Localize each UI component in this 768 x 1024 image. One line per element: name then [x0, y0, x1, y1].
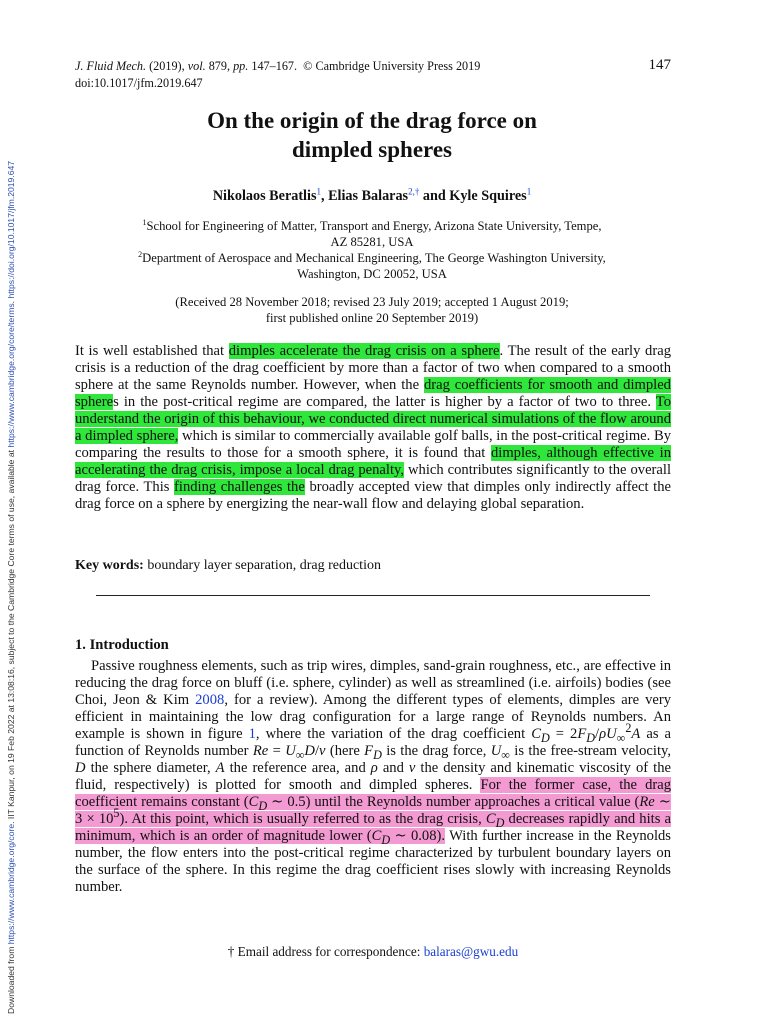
email-link[interactable]: balaras@gwu.edu — [423, 944, 519, 959]
received-dates — [75, 294, 669, 326]
terms-link[interactable]: https://www.cambridge.org/core/terms — [6, 303, 16, 448]
symbol-U: U — [490, 743, 502, 759]
author-sep: , — [320, 188, 329, 204]
author-and: and — [419, 188, 450, 204]
author-2: Elias Balaras — [328, 188, 409, 204]
download-prefix: Downloaded from — [6, 944, 16, 1014]
author-1: Nikolaos Beratlis — [212, 188, 317, 204]
intro-text: and — [377, 760, 409, 776]
download-notice — [4, 64, 18, 1014]
corresponding-author-ref[interactable]: † — [414, 186, 420, 197]
abstract-text: . The result of the early drag crisis is a reduction of the drag coefficient by more than a factor of two when compared to a smooth sphere at the same Reynolds number. However, when the — [75, 343, 671, 393]
volume: 879, — [208, 59, 231, 73]
symbol-F: F — [364, 743, 374, 759]
citation-link[interactable]: 2008 — [195, 692, 225, 708]
download-sep: . — [6, 298, 16, 304]
journal-header — [75, 58, 675, 92]
cambridge-core-link[interactable]: https://www.cambridge.org/core — [6, 823, 16, 945]
intro-text: is the free-stream velocity, — [509, 743, 671, 759]
paper-title — [75, 106, 669, 164]
affiliation-2-line-2: Washington, DC 20052, USA — [297, 267, 447, 281]
received-line-1: (Received 28 November 2018; revised 23 July 2019; accepted 1 August 2019; — [175, 295, 569, 309]
abstract-text: It is well established that — [75, 343, 229, 359]
abstract-text: broadly accepted view that dimples only indirectly affect the drag force on a sphere by energizing the near-wall flow and delaying global separation. — [75, 479, 671, 512]
symbol-rho: ρ — [370, 760, 378, 776]
affiliation-1-line-2: AZ 85281, USA — [330, 235, 414, 249]
pages: 147–167. — [251, 59, 298, 73]
copyright: © Cambridge University Press 2019 — [303, 59, 481, 73]
footnote-text: Email address for correspondence: — [234, 944, 424, 959]
page-number: 147 — [648, 57, 671, 73]
affiliation-2-marker: 2 — [138, 249, 143, 259]
highlight-green: finding challenges the — [174, 479, 305, 495]
intro-text: is the drag force, — [381, 743, 491, 759]
highlight-green: To understand the origin of this behaviour, we conducted direct numerical simulations of the flow around a dimpled sphere, — [75, 394, 671, 444]
abstract-text: which contributes significantly to the overall drag force. This — [75, 462, 671, 495]
volume-label: vol. — [187, 59, 206, 73]
author-1-affiliation-ref[interactable]: 1 — [316, 186, 321, 197]
drag-coefficient-equation: $C_D = 2F_D/\rho U_\infty^2A$ — [531, 721, 641, 745]
intro-text: (here — [325, 743, 365, 759]
figure-link[interactable]: 1 — [248, 726, 256, 742]
intro-text: the density and kinematic viscosity of the fluid, respectively) is plotted for smooth and dimpled spheres. — [75, 760, 671, 793]
received-line-2: first published online 20 September 2019) — [265, 311, 479, 325]
section-heading: 1. Introduction — [75, 637, 169, 653]
reynolds-equation: $Re = U_\infty D/\nu$ — [252, 743, 326, 762]
citation-line — [75, 58, 675, 75]
symbol-A: A — [215, 760, 225, 776]
author-3-affiliation-ref[interactable]: 1 — [526, 186, 532, 197]
affiliation-1-marker: 1 — [142, 217, 147, 227]
highlight-green: dimples accelerate the drag crisis on a sphere — [228, 343, 500, 359]
affiliation-1-line-1: School for Engineering of Matter, Transport and Energy, Arizona State University, Tempe, — [146, 219, 602, 233]
introduction-paragraph — [75, 658, 671, 896]
abstract-text: which is similar to commercially available golf balls, in the post-critical regime. By comparing the results to those for a smooth sphere, it is found that — [75, 428, 671, 461]
symbol-D: D — [75, 760, 86, 776]
download-middle: . IIT Kanpur, on 19 Feb 2022 at 13:08:16, subject to the Cambridge Core terms of use, available at — [6, 447, 16, 824]
symbol-nu: ν — [408, 760, 416, 776]
symbol-subscript: D — [373, 747, 382, 762]
author-3: Kyle Squires — [449, 188, 527, 204]
intro-text: as a function of Reynolds number — [75, 726, 672, 759]
intro-text: Passive roughness elements, such as trip wires, dimples, sand-grain roughness, etc., are effective in reducing the drag force on bluff (i.e. sphere, cylinder) as well as streamlined (i.e. airfoils) bodies (see Choi, Jeon & Kim — [75, 658, 671, 708]
symbol-subscript: ∞ — [501, 747, 510, 762]
highlight-green: drag coefficients for smooth and dimpled sphere — [75, 377, 671, 410]
highlight-pink: For the former case, the drag coefficient remains constant ($C_D$ ∼ 0.5) until the Reynolds number approaches a critical value (Re ∼ $3 \times 10^5$). At this point, which is usually referred to as the drag crisis, $C_D$ decreases rapidly and hits a minimum, which is an order of magnitude lower ($C_D$ ∼ 0.08). — [75, 777, 671, 847]
keywords-list: boundary layer separation, drag reduction — [143, 558, 381, 573]
title-line-1: On the origin of the drag force on — [207, 108, 537, 133]
doi: doi:10.1017/jfm.2019.647 — [75, 76, 203, 90]
intro-text: , for a review). Among the different types of elements, dimples are very efficient in maintaining the low drag configuration for a large range of Reynolds numbers. An example is shown in figure — [75, 692, 671, 742]
intro-text: With further increase in the Reynolds number, the flow enters into the post-critical regime characterized by turbulent boundary layers on the surface of the sphere. In this regime the drag coefficient rises slowly with increasing Reynolds number. — [75, 828, 671, 895]
intro-text: , where the variation of the drag coefficient — [255, 726, 532, 742]
dagger-mark: † — [227, 944, 235, 959]
journal-year: (2019), — [149, 59, 185, 73]
journal-name: J. Fluid Mech. — [75, 59, 147, 73]
abstract-text: s in the post-critical regime are compared, the latter is higher by a factor of two to three. — [113, 394, 656, 410]
keywords — [75, 558, 381, 574]
keywords-label: Key words: — [75, 558, 144, 573]
affiliation-1 — [75, 218, 669, 250]
highlight-green: dimples, although effective in accelerating the drag crisis, impose a local drag penalty, — [75, 445, 672, 478]
intro-text: the sphere diameter, — [85, 760, 216, 776]
affiliation-2 — [75, 250, 669, 282]
pages-label: pp. — [233, 59, 249, 73]
abstract — [75, 343, 671, 513]
title-line-2: dimpled spheres — [292, 137, 452, 162]
footnote — [75, 944, 671, 960]
author-list — [75, 188, 669, 205]
doi-link[interactable]: https://doi.org/10.1017/jfm.2019.647 — [6, 160, 16, 299]
affiliation-2-line-1: Department of Aerospace and Mechanical Engineering, The George Washington University, — [142, 251, 606, 265]
section-divider — [96, 595, 650, 596]
intro-text: the reference area, and — [224, 760, 371, 776]
author-2-affiliation-ref[interactable]: 2, — [408, 186, 415, 197]
